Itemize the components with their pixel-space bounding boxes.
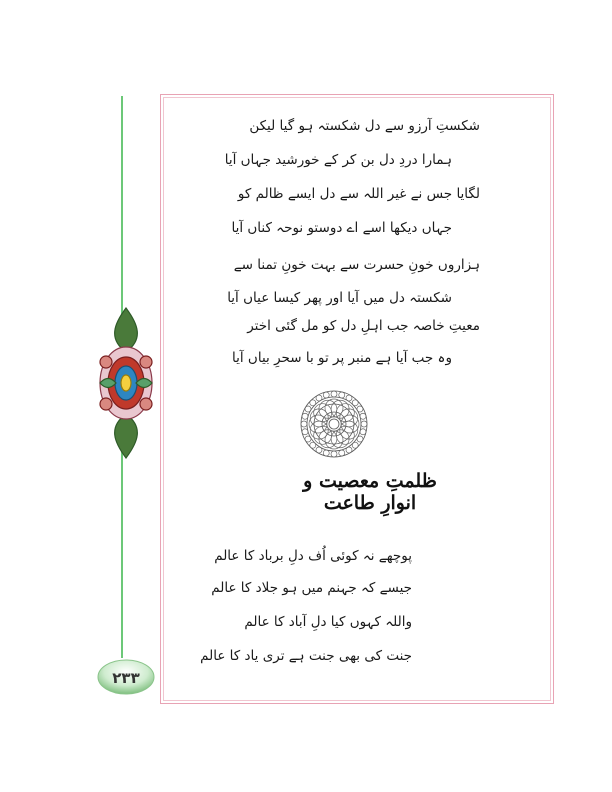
poem-1-line-2: ہمارا دردِ دل بن کر کے خورشید جہاں آیا bbox=[224, 152, 452, 168]
poem-1-line-8: وہ جب آیا ہے منبر پر تو با سحرِ بیاں آیا bbox=[232, 350, 452, 366]
poem-1-line-1: شکستِ آرزو سے دل شکستہ ہو گیا لیکن bbox=[249, 118, 480, 134]
rosette-divider-icon bbox=[298, 388, 370, 460]
section-heading: ظلمتِ معصیت و انوارِ طاعت bbox=[303, 470, 437, 514]
poem-2-line-2: جیسے کہ جہنم میں ہو جلاد کا عالم bbox=[211, 580, 412, 596]
poem-1-line-6: شکستہ دل میں آیا اور پھر کیسا عیاں آیا bbox=[227, 290, 452, 306]
poem-2-line-1: پوچھے نہ کوئی اُف دلِ برباد کا عالم bbox=[214, 548, 412, 564]
page-number: ۲۳۳ bbox=[112, 669, 140, 687]
poem-1-line-4: جہاں دیکھا اسے اے دوستو نوحہ کناں آیا bbox=[231, 220, 452, 236]
poem-2-line-3: واللہ کہوں کیا دلِ آباد کا عالم bbox=[244, 614, 412, 630]
poem-1-line-7: معیتِ خاصہ جب اہلِ دل کو مل گئی اختر bbox=[247, 318, 480, 334]
poem-2-line-4: جنت کی بھی جنت ہے تری یاد کا عالم bbox=[200, 648, 412, 664]
poem-1-line-3: لگایا جس نے غیر اللہ سے دل ایسے ظالم کو bbox=[237, 186, 480, 202]
poem-1-line-5: ہزاروں خونِ حسرت سے بہت خونِ تمنا سے bbox=[233, 257, 480, 273]
page-number-badge bbox=[96, 658, 156, 696]
floral-ornament-icon bbox=[96, 304, 156, 462]
